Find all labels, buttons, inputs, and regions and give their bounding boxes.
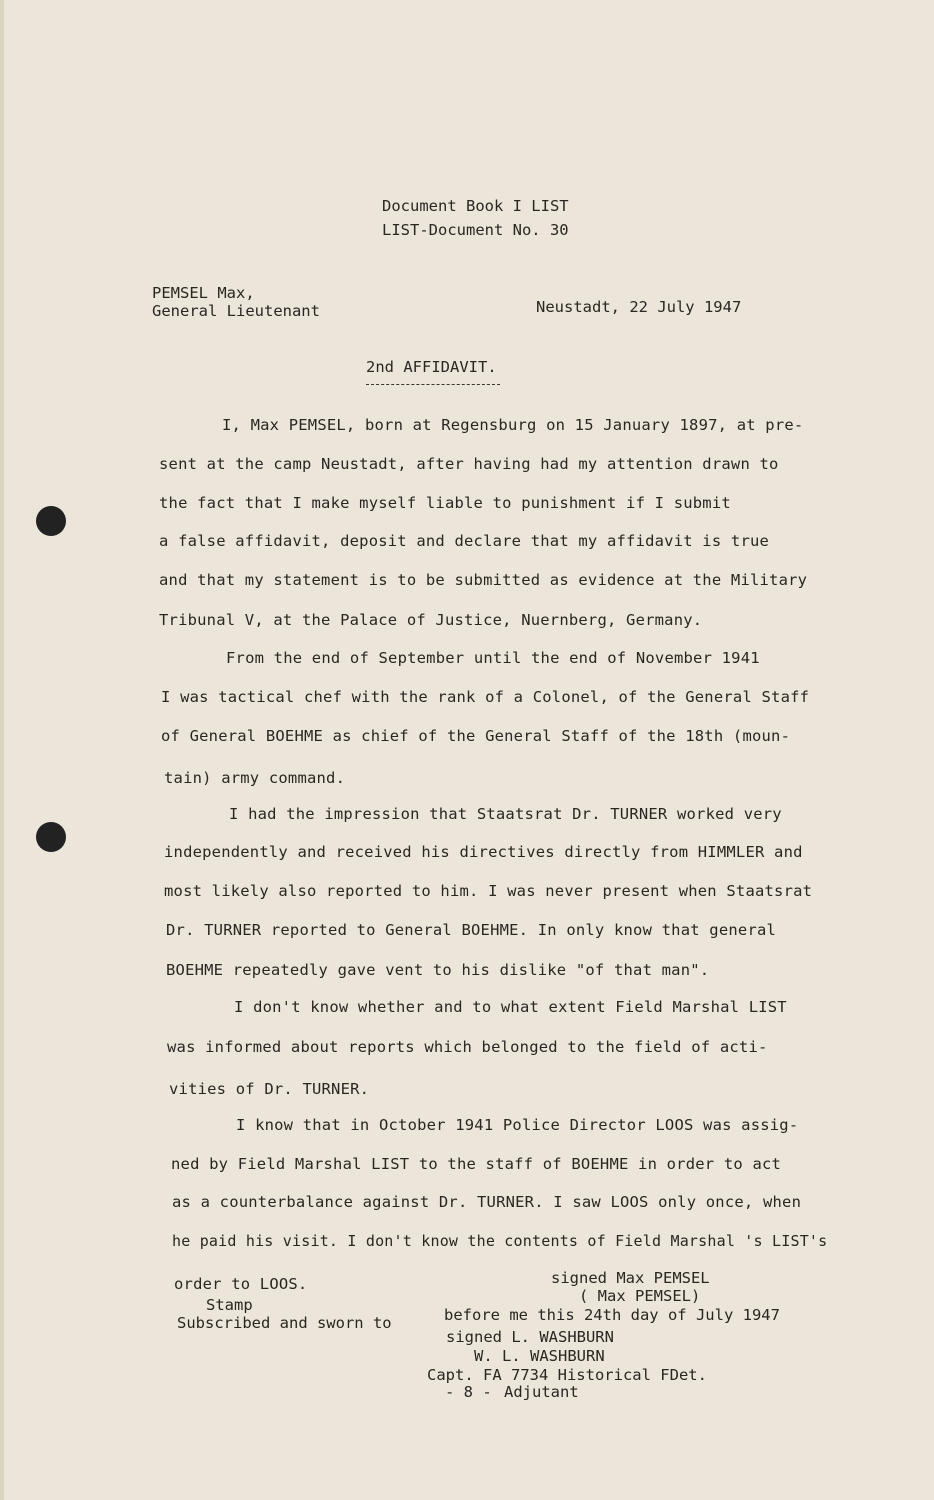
signature-signed: signed Max PEMSEL [551, 1269, 710, 1287]
stamp-label: Stamp [206, 1296, 253, 1314]
header-book: Document Book I LIST [382, 197, 569, 215]
body-line: sent at the camp Neustadt, after having had my attention drawn to [159, 455, 779, 473]
body-line: I know that in October 1941 Police Director LOOS was assig- [236, 1116, 799, 1134]
body-line: a false affidavit, deposit and declare that my affidavit is true [159, 532, 770, 550]
title-underline [366, 384, 500, 385]
body-line: was informed about reports which belonged to the field of acti- [167, 1038, 768, 1056]
officer-name: W. L. WASHBURN [474, 1347, 605, 1365]
body-line: of General BOEHME as chief of the General Staff of the 18th (moun- [161, 727, 791, 745]
affiant-name: PEMSEL Max, [152, 284, 255, 302]
body-line: BOEHME repeatedly gave vent to his dislike "of that man". [166, 961, 710, 979]
body-line: order to LOOS. [174, 1275, 308, 1293]
affidavit-title: 2nd AFFIDAVIT. [366, 358, 497, 376]
affiant-rank: General Lieutenant [152, 302, 320, 320]
body-line: vities of Dr. TURNER. [169, 1080, 370, 1098]
body-line: most likely also reported to him. I was never present when Staatsrat [164, 882, 813, 900]
body-line: and that my statement is to be submitted as evidence at the Military [159, 571, 808, 589]
body-line: Dr. TURNER reported to General BOEHME. In only know that general [166, 921, 777, 939]
body-line: the fact that I make myself liable to punishment if I submit [159, 494, 731, 512]
officer-role: Adjutant [504, 1383, 579, 1401]
body-line: From the end of September until the end of November 1941 [226, 649, 760, 667]
punch-hole-top [36, 506, 66, 536]
before-me-line: before me this 24th day of July 1947 [444, 1306, 780, 1324]
place-date: Neustadt, 22 July 1947 [536, 298, 742, 316]
subscribed-label: Subscribed and sworn to [177, 1314, 392, 1332]
signed-officer: signed L. WASHBURN [446, 1328, 614, 1346]
body-line: I don't know whether and to what extent Field Marshal LIST [234, 998, 787, 1016]
header-doc-no: LIST-Document No. 30 [382, 221, 569, 239]
body-line: Tribunal V, at the Palace of Justice, Nuernberg, Germany. [159, 611, 703, 629]
officer-unit: Capt. FA 7734 Historical FDet. [427, 1366, 707, 1384]
body-line: I had the impression that Staatsrat Dr. TURNER worked very [229, 805, 782, 823]
body-line: he paid his visit. I don't know the contents of Field Marshal 's LIST's [172, 1232, 828, 1250]
body-line: I was tactical chef with the rank of a Colonel, of the General Staff [161, 688, 810, 706]
signature-typed: ( Max PEMSEL) [579, 1287, 701, 1305]
body-line: ned by Field Marshal LIST to the staff of BOEHME in order to act [171, 1155, 782, 1173]
page-number: - 8 - [445, 1383, 492, 1401]
body-line: independently and received his directives directly from HIMMLER and [164, 843, 803, 861]
body-line: as a counterbalance against Dr. TURNER. I saw LOOS only once, when [172, 1193, 802, 1211]
body-line: I, Max PEMSEL, born at Regensburg on 15 January 1897, at pre- [222, 416, 804, 434]
punch-hole-bottom [36, 822, 66, 852]
body-line: tain) army command. [164, 769, 346, 787]
